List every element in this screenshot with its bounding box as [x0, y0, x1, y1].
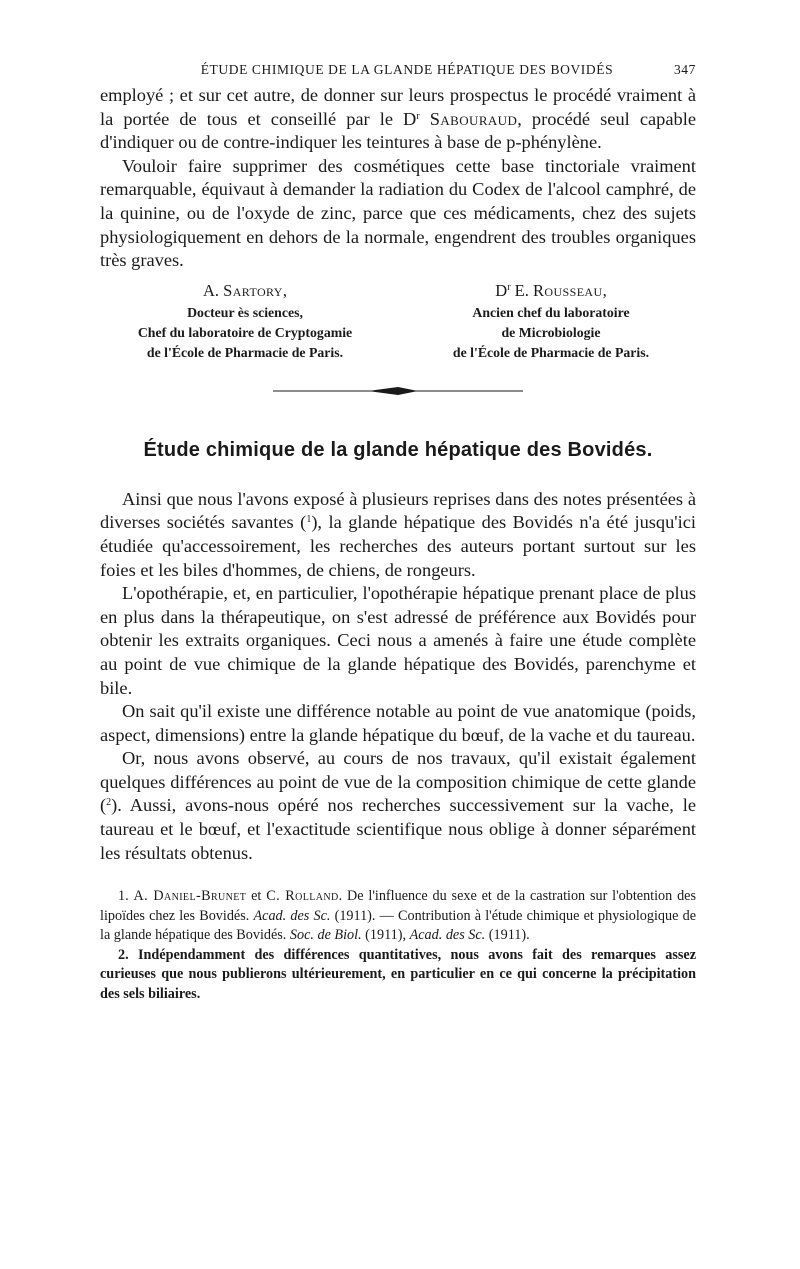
footnotes [100, 887, 696, 1004]
letter-paragraph-1 [100, 84, 696, 155]
letter-p1-name: Sabouraud [429, 108, 518, 129]
letter-p1-sup: r [416, 110, 420, 122]
article-p1-text-a: Ainsi que nous l'avons exposé à plusieurs reprises dans des notes présentées à diverses sociétés savantes ( [100, 488, 696, 533]
signature-left [110, 281, 380, 363]
sig-right-comma: , [602, 280, 607, 300]
signature-left-name [110, 281, 380, 301]
running-head [100, 62, 696, 84]
sig-left-line: de l'École de Pharmacie de Paris. [146, 344, 344, 360]
footnote-ref-1[interactable]: 1 [306, 514, 312, 526]
article-p4-text-a: Or, nous avons observé, au cours de nos travaux, qu'il existait également quelques différences au point de vue de la composition chimique de cette glande ( [100, 748, 696, 816]
sig-right-line: de l'École de Pharmacie de Paris. [452, 344, 650, 360]
signature-right [416, 281, 686, 363]
footnote-1-text-3: (1911), [361, 927, 410, 944]
sig-left-initial: A. [202, 280, 220, 300]
footnote-1-text-2: (1911). — Contribution à l'étude chimique et physiologique de la glande hépatique des Bovidés. [100, 907, 696, 944]
sig-right-line: Ancien chef du laboratoire [472, 304, 630, 320]
article-paragraph-2: L'opothérapie, et, en particulier, l'opothérapie hépatique prenant place de plus en plus dans la thérapeutique, on s'est adressé de préférence aux Bovidés pour obtenir les extraits organiques. Ceci nous a amenés à faire une étude complète au point de vue chimique de la glande hépatique des Bovidés, parenchyme et bile. [100, 583, 696, 698]
article-paragraph-3: On sait qu'il existe une différence notable au point de vue anatomique (poids, aspect, dimensions) entre la glande hépatique du bœuf, de la vache et du taureau. [100, 701, 696, 745]
running-title: ÉTUDE CHIMIQUE DE LA GLANDE HÉPATIQUE DES BOVIDÉS [200, 62, 614, 77]
footnote-1-author-2: C. Rolland [266, 888, 339, 905]
footnote-ref-2[interactable]: 2 [106, 797, 112, 809]
sig-left-line: Docteur ès sciences, [187, 304, 303, 320]
footnote-1-source-2: Soc. de Biol. [289, 927, 362, 944]
sig-left-line: Chef du laboratoire de Cryptogamie [137, 324, 353, 340]
section-divider [100, 385, 696, 397]
sig-right-sup: r [507, 281, 511, 293]
divider-ornament [273, 385, 523, 397]
page [100, 62, 696, 1004]
sig-right-line: de Microbiologie [501, 324, 601, 340]
footnote-1 [100, 887, 696, 946]
page-number: 347 [673, 62, 696, 77]
footnote-1-source-3: Acad. des Sc. [409, 927, 486, 944]
letter-p1-text-a: employé ; et sur cet autre, de donner sur leurs prospectus le procédé vraiment à la portée de tous et conseillé par le D [100, 85, 696, 129]
article-paragraph-1 [100, 488, 696, 582]
footnote-2: 2. Indépendamment des différences quantitatives, nous avons fait des remarques assez curieuses que nous publierons ultérieurement, en particulier en ce qui concerne la précipitation des sels biliaires. [100, 946, 696, 1002]
article-p4-text-b: ). Aussi, avons-nous opéré nos recherches successivement sur la vache, le taureau et le bœuf, et l'exactitude scientifique nous oblige à donner séparément les résultats obtenus. [100, 795, 696, 863]
article-title: Étude chimique de la glande hépatique des Bovidés. [143, 438, 653, 461]
footnote-1-and: et [246, 888, 267, 905]
footnote-1-author-1: A. Daniel-Brunet [133, 888, 247, 905]
footnote-1-text-4: (1911). [485, 927, 530, 944]
footnote-1-number: 1. [118, 888, 129, 905]
signature-right-name [416, 281, 686, 301]
sig-left-comma: , [282, 280, 287, 300]
footnote-1-source-1: Acad. des Sc. [253, 907, 331, 924]
signatures [100, 281, 696, 363]
sig-right-initial: E. [514, 280, 529, 300]
sig-right-surname: Rousseau [533, 280, 603, 300]
footnote-1-text-1: . De l'influence du sexe et de la castration sur l'obtention des lipoïdes chez les Bovidés. [100, 888, 696, 924]
sig-left-surname: Sartory [223, 280, 283, 300]
sig-right-prefix: D [495, 280, 508, 300]
letter-p1-text-b: , procédé seul capable d'indiquer ou de contre-indiquer les teintures à base de p-phénylène. [100, 108, 696, 153]
article-p1-text-b: ), la glande hépatique des Bovidés n'a été jusqu'ici étudiée qu'accessoirement, les recherches des auteurs portant surtout sur les foies et les biles d'hommes, de chiens, de rongeurs. [100, 512, 697, 580]
letter-paragraph-2: Vouloir faire supprimer des cosmétiques cette base tinctoriale vraiment remarquable, équivaut à demander la radiation du Codex de l'alcool camphré, de la quinine, ou de l'oxyde de zinc, parce que ces médicaments, chez des sujets physiologiquement en dehors de la normale, engendrent des troubles organiques très graves. [100, 155, 696, 271]
article-paragraph-4 [100, 747, 696, 865]
